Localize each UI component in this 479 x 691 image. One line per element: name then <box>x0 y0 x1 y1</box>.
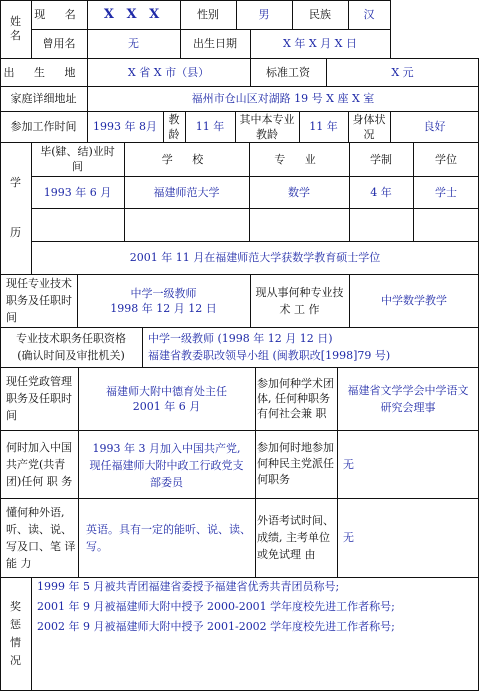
education-row-degree: 学士 <box>435 185 457 199</box>
title-qualification-value: 中学一级教师 (1998 年 12 月 12 日) 福建省教委职改领导小组 (闽教职改[1998]79 号) <box>148 332 391 362</box>
v-line <box>348 111 349 142</box>
education-col-major: 专 业 <box>274 152 324 166</box>
h-line <box>0 498 479 499</box>
v-line <box>87 0 88 142</box>
education-note: 2001 年 11 月在福建师范大学获数学教育硕士学位 <box>129 251 381 264</box>
admin-post-value: 福建师大附中德育处主任 2001 年 6 月 <box>106 384 227 413</box>
v-line <box>349 142 350 241</box>
name-section-label <box>0 0 31 58</box>
v-line <box>236 0 237 29</box>
h-line <box>31 241 479 242</box>
border-top <box>0 0 390 1</box>
v-line <box>163 111 164 142</box>
v-line <box>250 274 251 327</box>
h-line <box>31 176 479 177</box>
birthplace-label: 出 生 地 <box>3 65 84 79</box>
award-item-1: 1999 年 5 月被共青团福建省委授予福建省优秀共青团员称号; <box>37 580 340 593</box>
title-qualification-label: 专业技术职务任职资格 (确认时间及审批机关) <box>16 332 126 362</box>
name-value: X X X <box>103 7 164 22</box>
education-row2-time <box>31 208 124 241</box>
education-col-degree: 学位 <box>435 152 457 166</box>
academic-group-label: 参加何种学术团体, 任何种职务有何社会兼 职 <box>257 377 334 420</box>
h-line <box>0 58 479 59</box>
education-row2-duration <box>349 208 413 241</box>
party-value: 1993 年 3 月加入中国共产党, 现任福建师大附中政工行政党支部委员 <box>89 442 244 489</box>
h-line <box>31 208 479 209</box>
v-line <box>390 111 391 142</box>
gender-label: 性别 <box>197 8 219 21</box>
v-line <box>292 0 293 29</box>
v-line <box>348 0 349 29</box>
awards-label-char-2: 惩 <box>10 618 21 631</box>
teaching-age-value: 11 年 <box>195 120 225 133</box>
language-label: 懂何种外语, 听、读、说、写及口、笔 译 能 力 <box>6 505 76 570</box>
former-name-value: 无 <box>128 37 139 50</box>
h-line <box>0 86 479 87</box>
v-line <box>31 577 32 691</box>
education-row-school: 福建师范大学 <box>153 185 220 199</box>
exam-value: 无 <box>343 531 354 544</box>
current-work-value: 中学数学教学 <box>381 294 447 307</box>
work-start-value: 1993 年 8月 <box>93 120 157 133</box>
education-label-char-1: 学 <box>10 176 21 189</box>
current-title-value: 中学一级教师 1998 年 12 月 12 日 <box>110 286 217 315</box>
v-line <box>31 142 32 274</box>
border-left <box>0 0 1 691</box>
v-line <box>249 142 250 241</box>
ethnicity-label: 民族 <box>309 8 331 21</box>
language-value: 英语。具有一定的能听、说、读、写。 <box>86 522 251 553</box>
v-line <box>142 327 143 367</box>
education-section-label <box>0 142 31 274</box>
h-line <box>0 111 479 112</box>
photo-area-right <box>390 0 391 58</box>
exam-label: 外语考试时间、成绩, 主考单位或免试理 由 <box>257 514 334 561</box>
education-row2-school <box>124 208 249 241</box>
awards-label-char-1: 奖 <box>10 600 21 613</box>
v-line <box>77 274 78 327</box>
v-line <box>124 142 125 241</box>
birth-date-value: X 年 X 月 X 日 <box>283 37 357 50</box>
name-section-label-char: 姓名 <box>10 15 21 42</box>
teaching-age-label: 教龄 <box>168 112 180 141</box>
h-line <box>0 327 479 328</box>
h-line <box>0 274 479 275</box>
h-line <box>0 577 479 578</box>
current-title-label: 现任专业技术职务及任职时间 <box>6 277 72 324</box>
h-line <box>0 430 479 431</box>
v-line <box>337 367 338 577</box>
v-line <box>31 0 32 58</box>
health-label: 身体状况 <box>352 112 386 141</box>
education-col-time: 毕(肄、结)业时 间 <box>40 145 115 173</box>
v-line <box>326 58 327 86</box>
major-teaching-age-value: 11 年 <box>309 120 338 133</box>
salary-label: 标准工资 <box>266 65 310 79</box>
award-item-3: 2002 年 9 月被福建师大附中授予 2001-2002 学年度校先进工作者称号; <box>37 620 395 633</box>
h-line <box>0 142 479 143</box>
work-start-label: 参加工作时间 <box>10 120 77 133</box>
health-value: 良好 <box>423 120 446 133</box>
awards-section-label <box>0 577 31 691</box>
salary-value: X 元 <box>391 65 414 79</box>
current-work-label: 现从事何种专业技 术 工 作 <box>255 285 344 316</box>
education-row-major: 数学 <box>288 185 310 199</box>
major-teaching-age-label: 其中本专业教龄 <box>239 112 295 141</box>
h-line <box>31 29 390 30</box>
democratic-party-value: 无 <box>343 457 354 471</box>
v-line <box>78 367 79 577</box>
address-label: 家庭详细地址 <box>10 92 77 105</box>
v-line <box>180 0 181 58</box>
v-line <box>235 111 236 142</box>
award-item-2: 2001 年 9 月被福建师大附中授予 2000-2001 学年度校先进工作者称号; <box>37 600 395 613</box>
awards-list <box>31 577 479 691</box>
gender-value: 男 <box>258 8 270 21</box>
education-row2-major <box>249 208 349 241</box>
v-line <box>349 274 350 327</box>
v-line <box>299 111 300 142</box>
address-value: 福州市仓山区对湖路 19 号 X 座 X 室 <box>191 92 375 105</box>
h-line <box>0 367 479 368</box>
v-line <box>413 142 414 241</box>
v-line <box>185 111 186 142</box>
ethnicity-value: 汉 <box>363 8 375 21</box>
academic-group-value: 福建省文学学会中学语文研究会理事 <box>347 383 469 414</box>
name-field-label: 现 名 <box>34 8 84 21</box>
education-col-school: 学 校 <box>161 152 212 166</box>
awards-label-char-3: 情 <box>10 636 21 649</box>
awards-label-char-4: 况 <box>10 654 21 667</box>
education-label-char-2: 历 <box>10 226 21 239</box>
education-col-duration: 学制 <box>370 152 392 166</box>
birthplace-value: X 省 X 市（县） <box>127 65 210 79</box>
v-line <box>250 29 251 86</box>
admin-post-label: 现任党政管理职务及任职时间 <box>6 375 72 422</box>
v-line <box>255 367 256 577</box>
education-row-time: 1993 年 6 月 <box>43 185 112 199</box>
education-row2-degree <box>413 208 479 241</box>
party-label: 何时加入中国共产党(共青团)任何 职 务 <box>6 440 73 488</box>
democratic-party-label: 参加何时地参加何种民主党派任何职务 <box>257 441 334 486</box>
education-row-duration: 4 年 <box>370 185 392 199</box>
birth-date-label: 出生日期 <box>193 37 237 50</box>
former-name-label: 曾用名 <box>42 37 76 50</box>
